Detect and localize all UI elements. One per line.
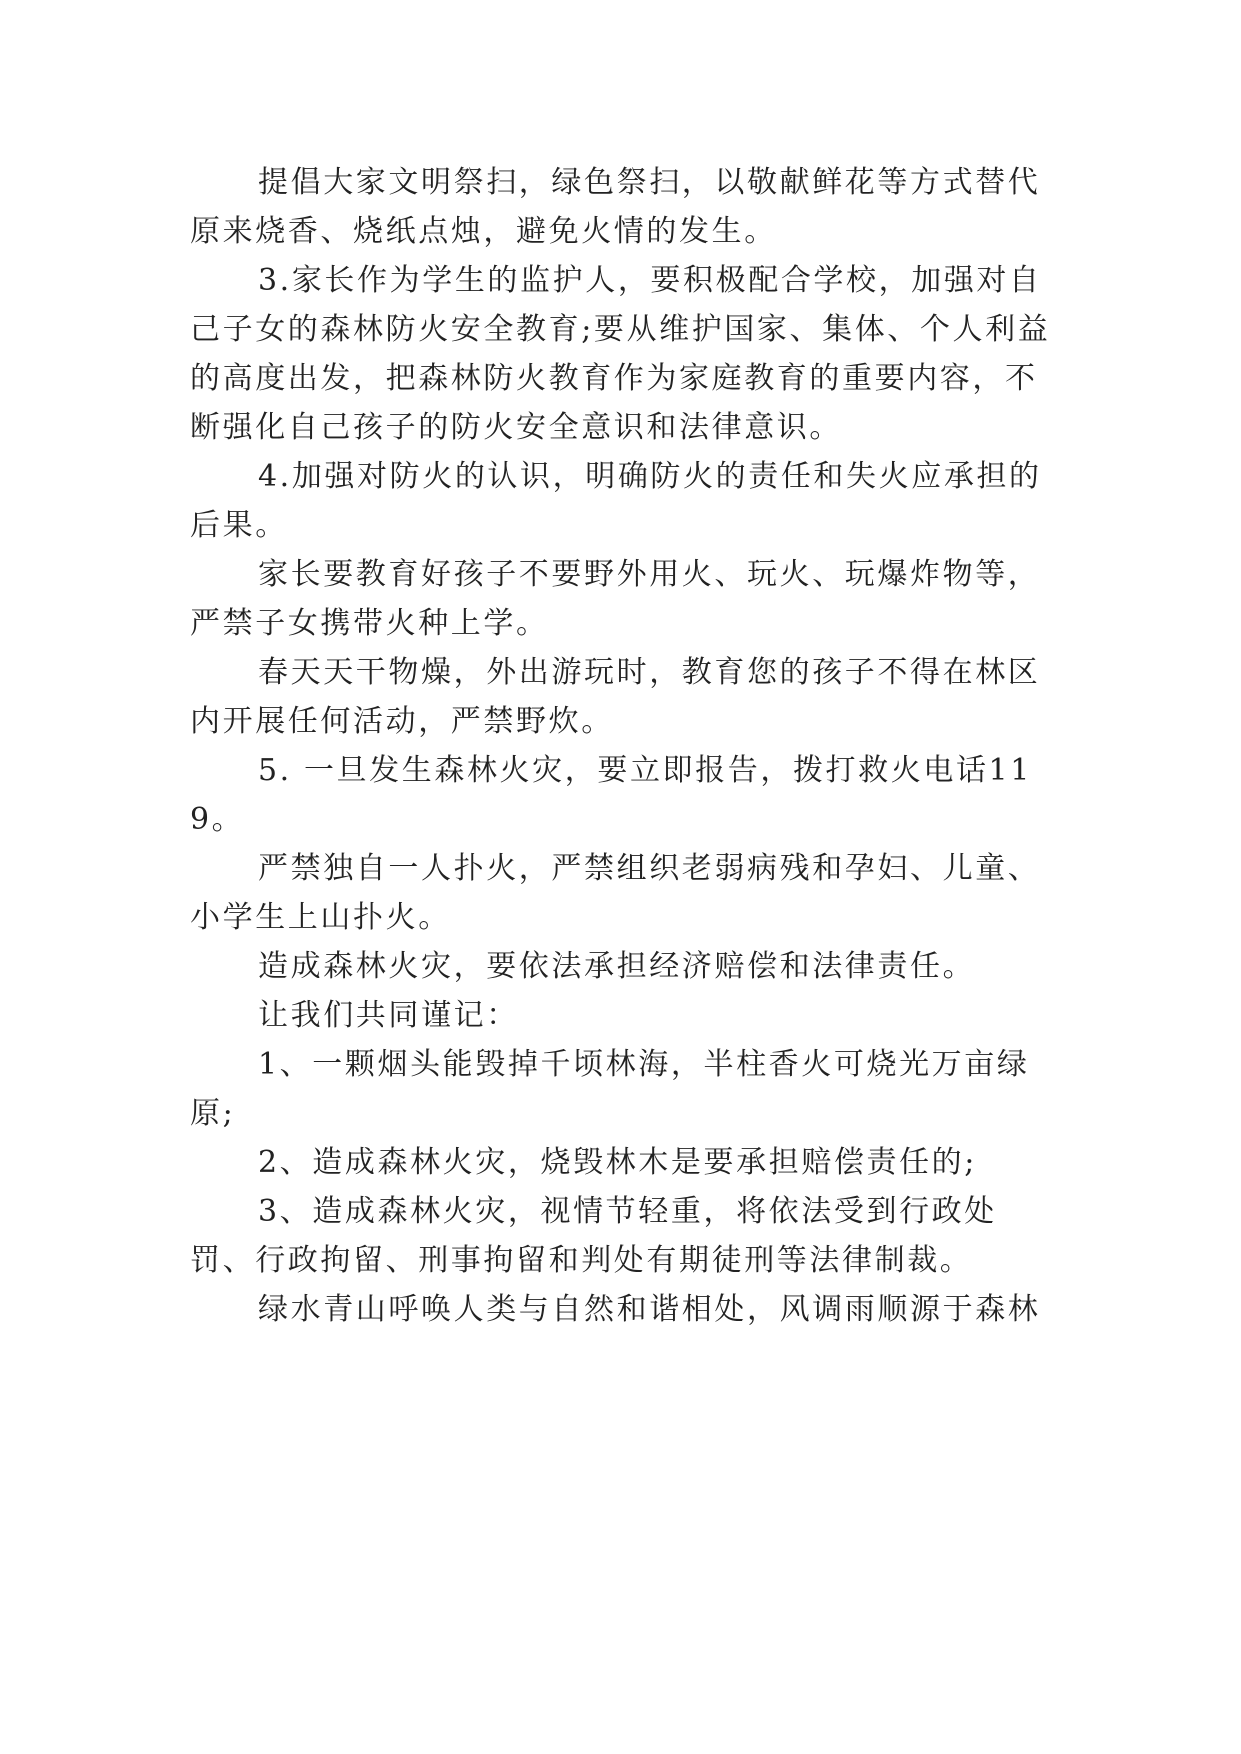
- document-body: [190, 158, 1058, 1334]
- paragraph: 家长要教育好孩子不要野外用火、玩火、玩爆炸物等，严禁子女携带火种上学。: [190, 557, 1041, 641]
- paragraph: 严禁独自一人扑火，严禁组织老弱病残和孕妇、儿童、小学生上山扑火。: [190, 851, 1041, 935]
- paragraph: 2、造成森林火灾，烧毁林木是要承担赔偿责任的;: [258, 1145, 977, 1180]
- paragraph: 5. 一旦发生森林火灾，要立即报告，拨打救火电话119。: [190, 753, 1032, 837]
- paragraph: 让我们共同谨记：: [258, 998, 519, 1033]
- paragraph: 绿水青山呼唤人类与自然和谐相处，风调雨顺源于森林: [258, 1292, 1041, 1327]
- paragraph: 提倡大家文明祭扫，绿色祭扫，以敬献鲜花等方式替代原来烧香、烧纸点烛，避免火情的发生。: [190, 165, 1041, 249]
- paragraph: 造成森林火灾，要依法承担经济赔偿和法律责任。: [258, 949, 976, 984]
- paragraph: 春天天干物燥，外出游玩时，教育您的孩子不得在林区内开展任何活动，严禁野炊。: [190, 655, 1041, 739]
- paragraph: 3.家长作为学生的监护人，要积极配合学校，加强对自己子女的森林防火安全教育;要从维护国家、集体、个人利益的高度出发，把森林防火教育作为家庭教育的重要内容，不断强化自己孩子的防火安全意识和法律意识。: [190, 263, 1051, 445]
- paragraph: 4.加强对防火的认识，明确防火的责任和失火应承担的后果。: [190, 459, 1042, 543]
- paragraph: 3、造成森林火灾，视情节轻重，将依法受到行政处罚、行政拘留、刑事拘留和判处有期徒刑等法律制裁。: [190, 1194, 997, 1278]
- paragraph: 1、一颗烟头能毁掉千顷林海，半柱香火可烧光万亩绿原;: [190, 1047, 1030, 1131]
